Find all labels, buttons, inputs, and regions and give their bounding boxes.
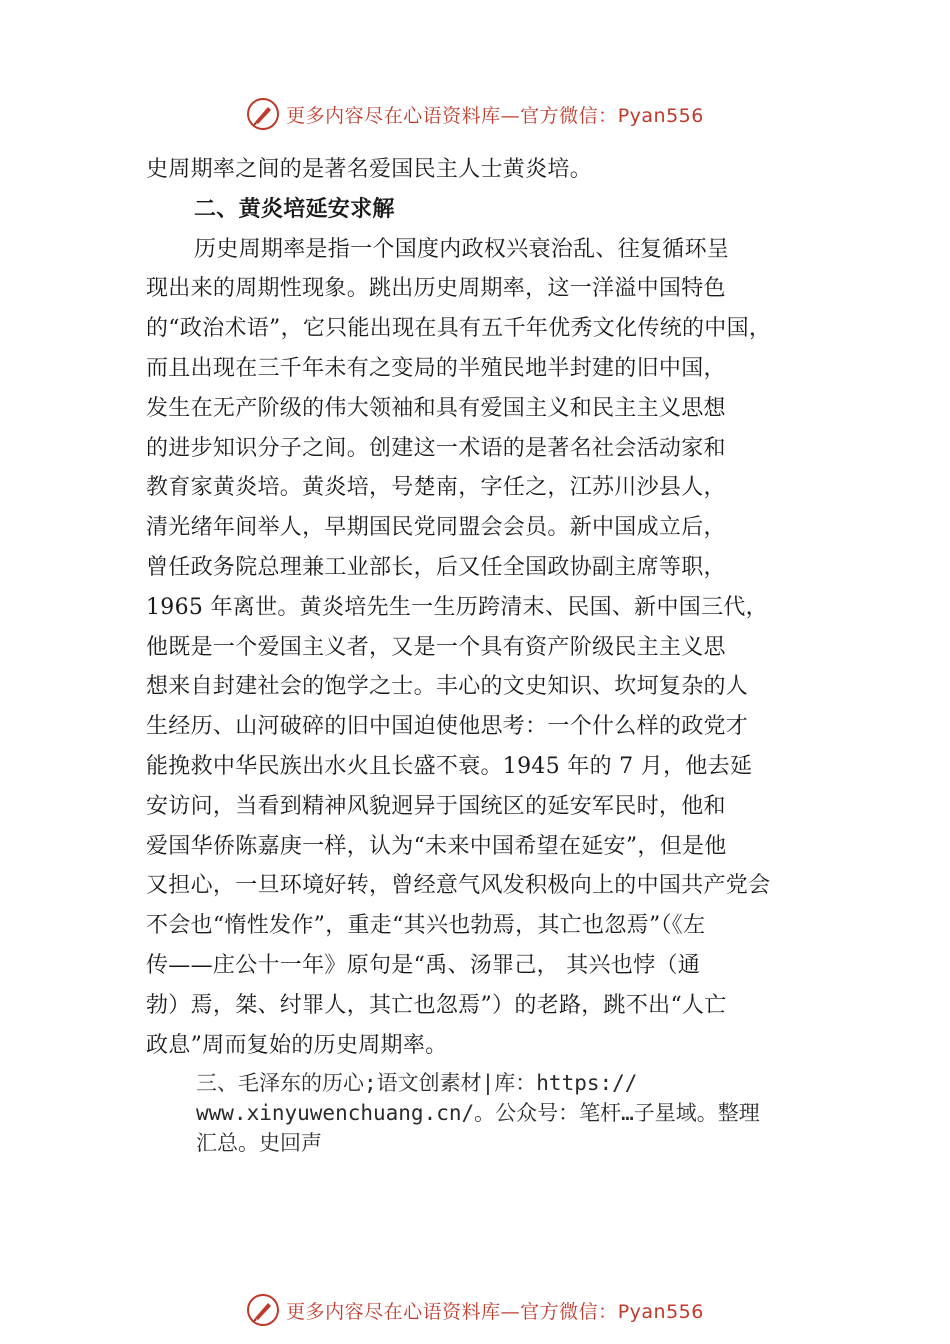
body-line: 清光绪年间举人，早期国民党同盟会会员。新中国成立后， [146, 515, 726, 541]
banner-wechat-label: 官方微信： [520, 1300, 618, 1323]
banner-wechat-id: Pyan556 [617, 1300, 704, 1323]
pen-logo-icon [246, 1293, 280, 1327]
body-line: 能挽救中华民族出水火且长盛不衰。1945 年的 7 月，他去延 [146, 753, 753, 779]
banner-main: 更多内容尽在心语资料库 [286, 1300, 501, 1323]
banner-main: 更多内容尽在心语资料库 [286, 104, 501, 127]
section-heading: 二、黄炎培延安求解 [194, 195, 395, 222]
body-line: 教育家黄炎培。黄炎培，号楚南，字任之，江苏川沙县人， [146, 475, 726, 501]
banner-wechat-label: 官方微信： [520, 104, 618, 127]
body-line: 安访问，当看到精神风貌迥异于国统区的延安军民时，他和 [146, 793, 726, 819]
body-line: 传——庄公十一年》原句是“禹、汤罪己， 其兴也悖（通 [146, 952, 701, 978]
banner-text [286, 1297, 704, 1324]
article-body [146, 150, 846, 1065]
source-note-line: 汇总。史回声 [196, 1131, 322, 1155]
body-line: 曾任政务院总理兼工业部长，后又任全国政协副主席等职， [146, 554, 726, 580]
body-line: 现出来的周期性现象。跳出历史周期率，这一洋溢中国特色 [146, 276, 726, 302]
source-note [196, 1068, 846, 1158]
body-line: 不会也“惰性发作”，重走“其兴也勃焉，其亡也忽焉”（《左 [146, 913, 706, 939]
body-line: 的“政治术语”，它只能出现在具有五千年优秀文化传统的中国， [146, 316, 772, 342]
body-line: 想来自封建社会的饱学之士。丰心的文史知识、坎坷复杂的人 [146, 674, 749, 700]
pen-logo-icon [246, 97, 280, 131]
body-line: 政息”周而复始的历史周期率。 [146, 1032, 448, 1058]
body-line: 生经历、山河破碎的旧中国迫使他思考：一个什么样的政党才 [146, 714, 749, 740]
body-line: 而且出现在三千年未有之变局的半殖民地半封建的旧中国， [146, 355, 726, 381]
body-line: 勃）焉，桀、纣罪人，其亡也忽焉”）的老路，跳不出“人亡 [146, 992, 727, 1018]
body-line: 发生在无产阶级的伟大领袖和具有爱国主义和民主主义思想 [146, 395, 726, 421]
banner-separator: — [500, 104, 521, 127]
banner-wechat-id: Pyan556 [617, 104, 704, 127]
footer-banner [0, 1290, 950, 1330]
body-line: 历史周期率是指一个国度内政权兴衰治乱、往复循环呈 [194, 236, 730, 262]
body-line: 1965 年离世。黄炎培先生一生历跨清末、民国、新中国三代， [146, 594, 768, 620]
banner-separator: — [500, 1300, 521, 1323]
body-line: 他既是一个爱国主义者，又是一个具有资产阶级民主主义思 [146, 634, 726, 660]
body-line: 爱国华侨陈嘉庚一样，认为“未来中国希望在延安”，但是他 [146, 833, 727, 859]
body-line: 的进步知识分子之间。创建这一术语的是著名社会活动家和 [146, 435, 726, 461]
source-note-line: www.xinyuwenchuang.cn/。公众号：笔杆…子星域。整理 [196, 1101, 760, 1125]
body-line: 又担心，一旦环境好转，曾经意气风发积极向上的中国共产党会 [146, 873, 771, 899]
source-note-line: 三、毛泽东的历心;语文创素材|库：https:// [196, 1071, 638, 1095]
banner-text [286, 101, 704, 128]
header-banner [0, 94, 950, 134]
body-line: 史周期率之间的是著名爱国民主人士黄炎培。 [146, 157, 593, 182]
